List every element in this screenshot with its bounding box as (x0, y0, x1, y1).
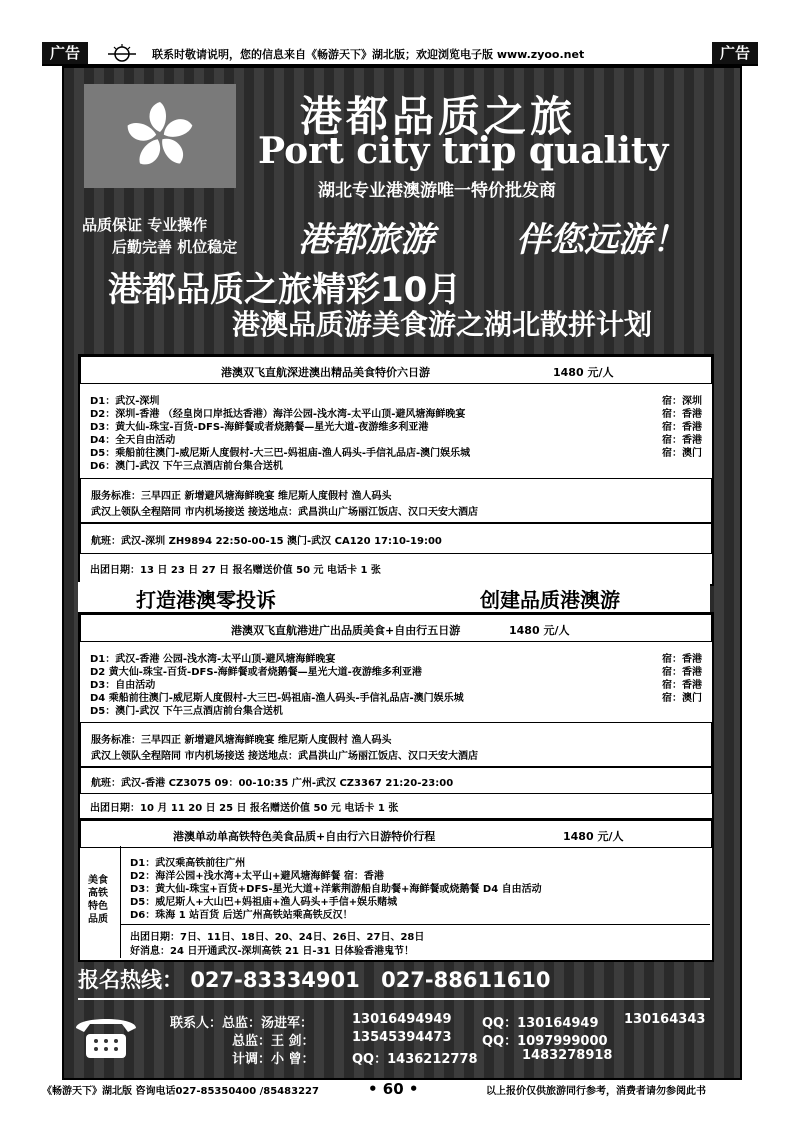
tour3-box (78, 818, 714, 962)
tour3-day: D2：海洋公园+浅水湾+太平山+避风塘海鲜餐 宿：香港 (130, 871, 384, 882)
hotline-rule (78, 998, 710, 1000)
tour3-day: D1：武汉乘高铁前往广州 (130, 858, 246, 869)
hotline-number-1: 027-83334901 (190, 968, 360, 992)
tour3-news: 好消息：24 日开通武汉-深圳高铁 21 日-31 日体验香港鬼节！ (130, 946, 414, 957)
footer-right: 以上报价仅供旅游同行参考，消费者请勿参阅此书 (486, 1086, 706, 1097)
tour3-divider (120, 924, 710, 925)
tour3-day: D6：珠海 1 站百货 后送广州高铁站乘高铁反汉！ (130, 910, 353, 921)
tour1-title: 港澳双飞直航深进澳出精品美食特价六日游 (221, 366, 430, 379)
header-text: 联系时敬请说明，您的信息来自《畅游天下》湖北版；欢迎浏览电子版 www.zyoo.net (152, 48, 585, 61)
contact-2-phone: 13545394473 (352, 1030, 452, 1045)
mid-banner (78, 582, 710, 612)
tour2-service (80, 722, 712, 768)
slogan-2: 后勤完善 机位稳定 (112, 238, 238, 256)
contact-1-label: 联系人：总监：汤进军： (170, 1016, 314, 1031)
tour1-header (80, 356, 712, 384)
contact-1-phone: 13016494949 (352, 1012, 452, 1027)
page-number: • 60 • (368, 1080, 419, 1098)
contact-1-qq-2: 130164343 (624, 1012, 706, 1027)
contact-2-qq: QQ：1097999000 (482, 1034, 608, 1049)
hotline-label: 报名热线： (78, 968, 183, 992)
tour1-box: 港澳双飞直航深进澳出精品美食特价六日游 1480 元/人 D1：武汉-深圳 宿：深圳 D2：深圳-香港 （经皇岗口岸抵达香港）海洋公园-浅水湾-太平山顶-避风塘海鲜晚宴 宿：香港 D3：黄大仙-珠宝-百货-DFS-海鲜餐或者烧鹅餐—星光大道-夜游维多利亚港 宿：香港 D4：全天自由活动 宿：香港 D5：乘船前往澳门-威尼斯人度假村-大三巴-妈祖庙-渔人码头-手信礼品店-澳门娱乐城 宿：澳门 D6：澳门-武汉 下午三点酒店前台集合送机 服务标准：三早四正 新增避风塘海鲜晚宴 维尼斯人度假村 渔人码头 武汉上领队全程陪同 市内机场接送 接送地点：武昌洪山广场丽江饭店、汉口天安大酒店 航班：武汉-深圳 ZH9894 22:50-00-15 澳门-武汉 CA120 17:10-19:00 出团日期：13 日 23 日 27 日 报名赠送价值 50 元 电话卡 1 张 (78, 354, 714, 586)
tour2-flight: 航班：武汉-香港 CZ3075 09：00-10:35 广州-武汉 CZ3367 21:20-23:00 (91, 778, 454, 789)
subtitle: 湖北专业港澳游唯一特价批发商 (318, 181, 556, 201)
tour3-header (80, 820, 712, 848)
tour1-flight: 航班：武汉-深圳 ZH9894 22:50-00-15 澳门-武汉 CA120 17:10-19:00 (91, 536, 442, 547)
ad-tag-right: 广告 (712, 42, 758, 64)
tour2-title: 港澳双飞直航港进广出品质美食+自由行五日游 (231, 624, 461, 637)
tour2-box: 港澳双飞直航港进广出品质美食+自由行五日游 1480 元/人 D1：武汉-香港 公园-浅水湾-太平山顶-避风塘海鲜晚宴 宿：香港 D2 黄大仙-珠宝-百货-DFS-海鲜餐或者烧鹅餐—星光大道-夜游维多利亚港 宿：香港 D3：自由活动 宿：香港 D4 乘船前往澳门-威尼斯人度假村-大三巴-妈祖庙-渔人码头-手信礼品店-澳门娱乐城 宿：澳门 D5：澳门-武汉 下午三点酒店前台集合送机 服务标准：三早四正 新增避风塘海鲜晚宴 维尼斯人度假村 渔人码头 武汉上领队全程陪同 市内机场接送 接送地点：武昌洪山广场丽江饭店、汉口天安大酒店 航班：武汉-香港 CZ3075 09：00-10:35 广州-武汉 CZ3367 21:20-23:00 出团日期：10 月 11 20 日 25 日 报名赠送价值 50 元 电话卡 1 张 (78, 612, 714, 822)
hong-kong-flag-icon (84, 84, 236, 188)
tour2-price: 1480 元/人 (509, 624, 570, 637)
handwritten-right: 伴您远游！ (516, 220, 686, 260)
tour2-service-1: 服务标准：三早四正 新增避风塘海鲜晚宴 维尼斯人度假村 渔人码头 (91, 735, 392, 746)
tour2-header (80, 614, 712, 642)
contact-3-qq-2: 1483278918 (522, 1048, 613, 1063)
tour2-flight-row (80, 766, 712, 794)
handwritten-left: 港都旅游 (298, 220, 434, 260)
contact-2-label: 总监：王 剑： (232, 1034, 315, 1049)
tour3-day: D5：威尼斯人+大山巴+妈祖庙+渔人码头+手信+娱乐赌城 (130, 897, 398, 908)
title-cn: 港都品质之旅 (300, 92, 577, 141)
magazine-logo (102, 42, 142, 62)
tour1-service (80, 478, 712, 524)
hotline-number-2: 027-88611610 (381, 968, 551, 992)
title-en: Port city trip quality (258, 130, 669, 172)
tour3-title: 港澳单动单高铁特色美食品质+自由行六日游特价行程 (173, 830, 436, 843)
tour1-price: 1480 元/人 (553, 366, 614, 379)
footer-left: 《畅游天下》湖北版 咨询电话027-85350400 /85483227 (42, 1086, 319, 1097)
headline-october: 港都品质之旅精彩10月 (108, 270, 462, 310)
contact-3-label: 计调：小 曾： (232, 1052, 315, 1067)
ad-tag-left: 广告 (42, 42, 88, 64)
hotline (78, 964, 551, 994)
mid-right: 创建品质港澳游 (480, 588, 620, 612)
tour3-day: D3：黄大仙-珠宝+百货+DFS-星光大道+洋紫荆游船自助餐+海鲜餐或烧鹅餐 D4 自由活动 (130, 884, 542, 895)
tour3-price: 1480 元/人 (563, 830, 624, 843)
telephone-icon (72, 1010, 140, 1062)
contact-3-qq: QQ：1436212778 (352, 1052, 478, 1067)
headline-plan: 港澳品质游美食游之湖北散拼计划 (232, 308, 653, 341)
mid-left: 打造港澳零投诉 (136, 588, 276, 612)
tour1-service-1: 服务标准：三早四正 新增避风塘海鲜晚宴 维尼斯人度假村 渔人码头 (91, 491, 392, 502)
contact-1-qq: QQ：130164949 (482, 1016, 599, 1031)
tour3-side (80, 846, 121, 958)
tour2-dates: 出团日期：10 月 11 20 日 25 日 报名赠送价值 50 元 电话卡 1 张 (90, 803, 399, 814)
tour3-dates: 出团日期：7日、11日、18日、20、24日、26日、27日、28日 (130, 932, 425, 943)
tour1-service-2: 武汉上领队全程陪同 市内机场接送 接送地点：武昌洪山广场丽江饭店、汉口天安大酒店 (91, 507, 478, 518)
tour1-flight-row (80, 522, 712, 554)
tour3-side-label: 美食 高铁 特色 品质 (88, 875, 108, 925)
tour2-service-2: 武汉上领队全程陪同 市内机场接送 接送地点：武昌洪山广场丽江饭店、汉口天安大酒店 (91, 751, 478, 762)
tour1-dates: 出团日期：13 日 23 日 27 日 报名赠送价值 50 元 电话卡 1 张 (90, 565, 381, 576)
top-bar (42, 42, 758, 66)
tour2-dates-row (80, 792, 710, 818)
slogan-1: 品质保证 专业操作 (82, 216, 208, 234)
tour1-dates-row (80, 552, 710, 582)
